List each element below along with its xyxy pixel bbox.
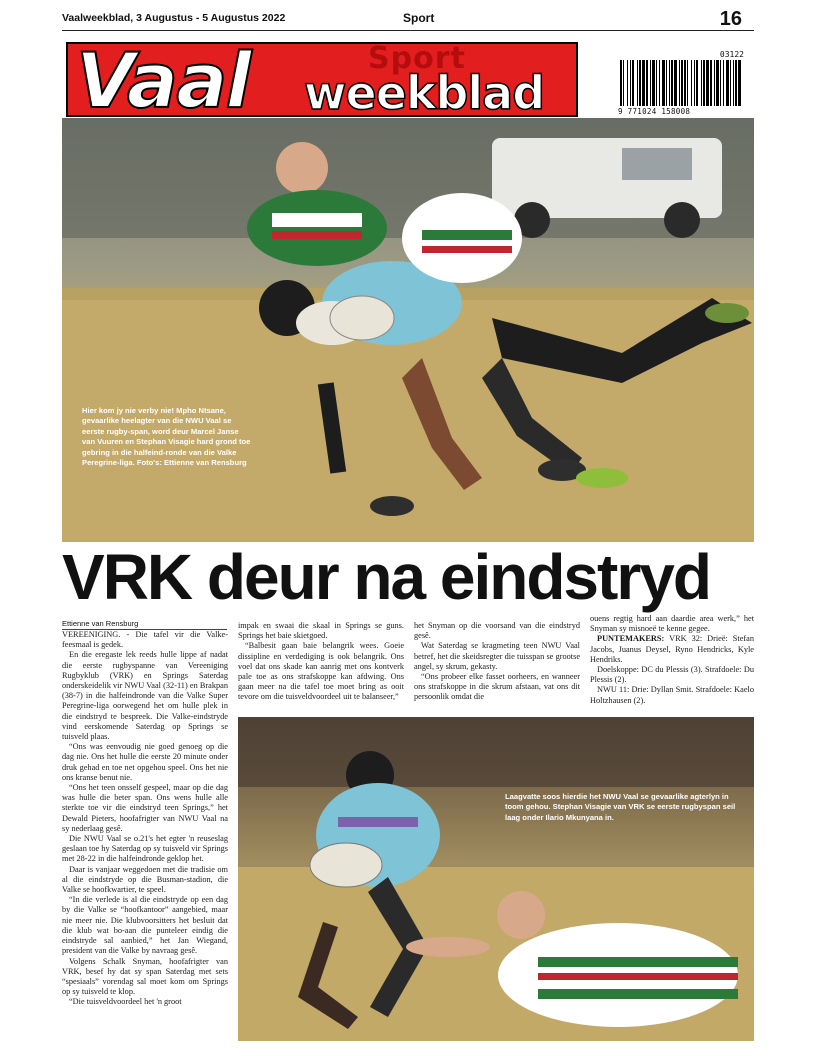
paragraph: Daar is vanjaar weggedoen met die tradisie om al die eindstryde op die Busman-stadion, die Valke se hoofkwartier, te speel. <box>62 864 228 895</box>
barcode <box>618 50 746 120</box>
top-rugby-photo <box>62 118 754 542</box>
barcode-number: 9 771024 158008 <box>618 107 691 116</box>
article-column-2 <box>238 621 404 703</box>
bottom-photo-caption: Laagvatte soos hierdie het NWU Vaal se gevaarlike agterlyn in toom gehou. Stephan Visagie van VRK se eerste rugbyspan seil laag onder Ilario Mkunyana in. <box>505 792 736 822</box>
masthead-weekblad: weekblad <box>304 66 545 117</box>
paragraph: Volgens Schalk Snyman, hoofafrigter van VRK, besef hy dat sy span Saterdag met sets “spesiaals” vorendag sal moet kom om Springs op sy tuisveld te klop. <box>62 956 228 997</box>
paragraph: het Snyman op die voorsand van die eindstryd gesê. <box>414 621 580 641</box>
paragraph: “In die verlede is al die eindstryde op een dag by die Valke se “hoofkantoor” aangebied, maar nie meer nie. Die klubvoorsitters het besluit dat die klub wat bo-aan die punteleer eindig die eindstryde sal aanbied,” het Jan Wiegand, president van die Valke by navraag gesê. <box>62 895 228 956</box>
scorers-vrk: VRK 32: Drieë: Stefan Jacobs, Juanus Deysel, Ryno Hendricks, Kyle Hendriks. <box>590 634 754 664</box>
barcode-bars <box>618 60 746 106</box>
issue-dateline: Vaalweekblad, 3 Augustus - 5 Augustus 2022 <box>62 12 286 24</box>
article-column-4 <box>590 614 754 706</box>
paragraph: impak en swaai die skaal in Springs se guns. Springs het baie skietgoed. <box>238 621 404 641</box>
paragraph: ouens regtig hard aan daardie area werk,” het Snyman sy misnoeë te kenne gegee. <box>590 614 754 634</box>
scorers-paragraph <box>590 634 754 665</box>
paragraph: “Ons was eenvoudig nie goed genoeg op die dag nie. Ons het hulle die eerste 20 minute onder druk gehad en toe net opgehou speel. Ons het nie ons kranse benut nie. <box>62 742 228 782</box>
top-photo-caption: Hier kom jy nie verby nie! Mpho Ntsane, gevaarlike heelagter van die NWU Vaal se eerste rugby-span, word deur Marcel Janse van Vuuren en Stephan Visagie hard grond toe gebring in die halfeind-ronde van die Valke Peregrine-liga. Foto's: Ettienne van Rensburg <box>82 406 251 468</box>
byline: Ettienne van Rensburg <box>62 619 227 630</box>
page-number: 16 <box>719 8 742 30</box>
masthead-logo <box>66 42 578 117</box>
paragraph: VEREENIGING. - Die tafel vir die Valke-feesmaal is gedek. <box>62 630 228 650</box>
paragraph: “Die tuisveldvoordeel het 'n groot <box>69 997 182 1007</box>
paragraph: “Balbesit gaan baie belangrik wees. Goeie dissipline en verdediging is ook belangrik. Ons voel dat ons skade kan aanrig met ons kontverk pale toe as ons strafskoppe kan afdwing. Ons gaan meer na die tafel toe moet bring as ooit tevore om die tuisveldvoordeel uit te balanseer,” <box>238 641 404 702</box>
bottom-rugby-photo <box>238 717 754 1041</box>
barcode-issue-code: 03122 <box>719 50 744 59</box>
header-rule <box>62 30 754 31</box>
scorers-nwu: NWU 11: Drie: Dyllan Smit. Strafdoele: Kaelo Holtzhausen (2). <box>590 685 754 705</box>
paragraph: Die NWU Vaal se o.21's het egter 'n reuseslag geslaan toe hy Saterdag op sy tuisveld vir Springs met 28-22 in die halfeindronde geklop het. <box>62 834 228 864</box>
article-column-3 <box>414 621 580 703</box>
section-label: Sport <box>403 11 435 25</box>
paragraph: “Ons het teen onsself gespeel, maar op die dag was hulle die beter span. Ons wens hulle alle sterkte toe vir die eindstryd teen Springs,” het Dewald Pieters, hoofafrigter van NWU Vaal na sy nederlaag gesê. <box>62 783 228 833</box>
headline: VRK deur na eindstryd <box>62 541 710 613</box>
article-column-1 <box>62 630 228 1008</box>
masthead-vaal: Vaal <box>76 42 250 117</box>
paragraph: En die eregaste lek reeds hulle lippe af nadat die eerste rugbyspanne van Vereeniging Rugbyklub (VRK) en Springs Saterdag onderskeidelik vir NWU Vaal (32-11) en Brakpan (38-7) in die halfeindronde van die Valke Super Peregrine-liga oorwegend het om hulle plek in die eindstryd te bespreek. Die Valke-eindstryde vind eerskomende Saterdag op Springs se tuisveld plaas. <box>62 650 228 742</box>
scorers-label: PUNTEMAKERS: <box>597 634 665 644</box>
paragraph: Wat Saterdag se kragmeting teen NWU Vaal betref, het die skeidsregter die tuisspan se grootse angel, sy skrum, gekasty. <box>414 641 580 671</box>
masthead-sport: Sport <box>368 42 466 76</box>
scorers-vrk-kicks: Doelskoppe: DC du Plessis (3). Strafdoele: Du Plessis (2). <box>590 665 754 685</box>
paragraph: “Ons probeer elke fasset oorheers, en wanneer ons strafskoppe in die skrum afstaan, vat ons dit persoonlik omdat die <box>414 672 580 702</box>
page-header <box>62 8 754 30</box>
